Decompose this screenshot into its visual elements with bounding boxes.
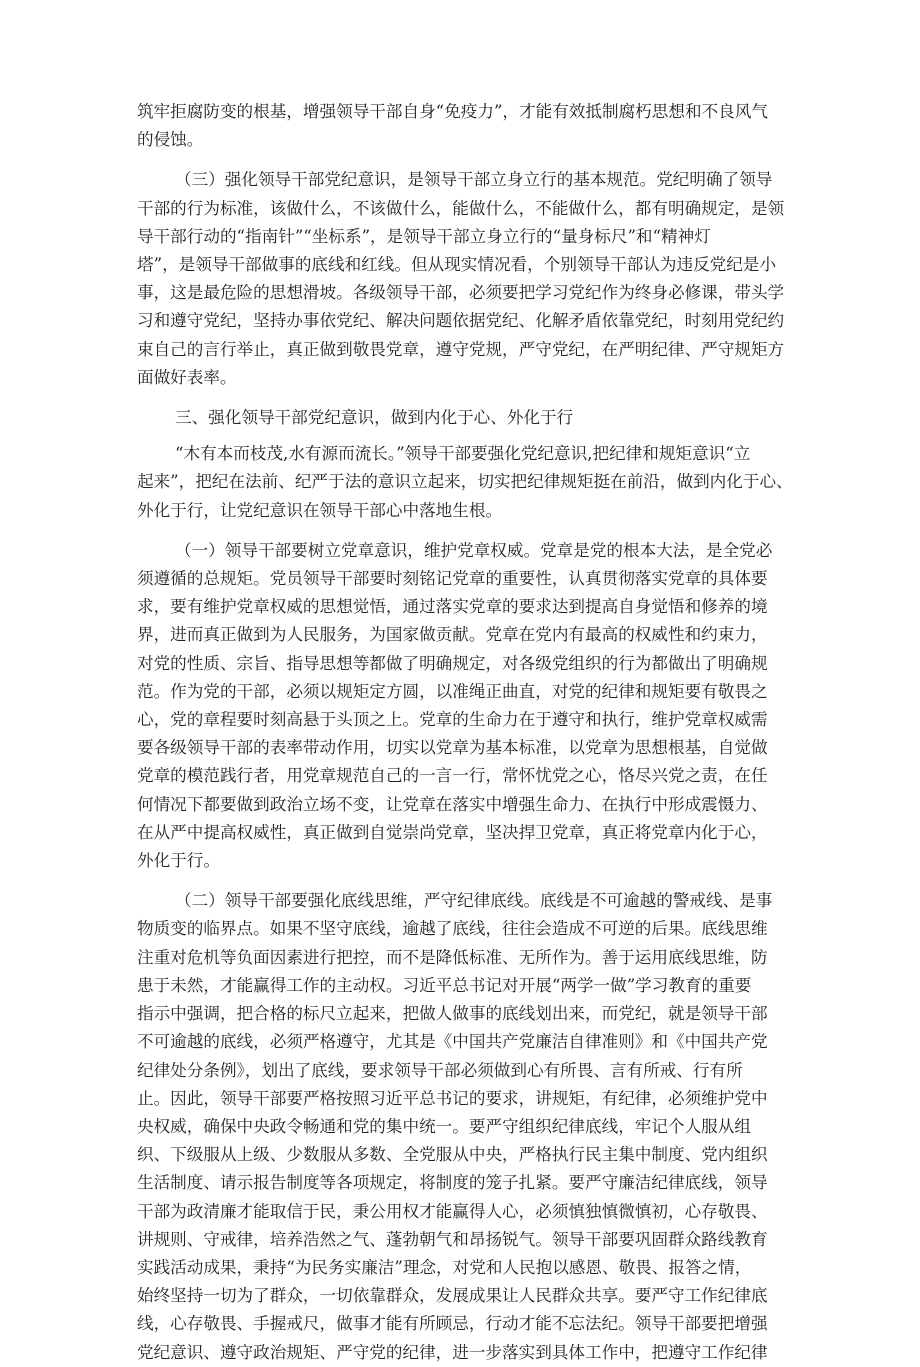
text-line: 织、下级服从上级、少数服从多数、全党服从中央，严格执行民主集中制度、党内组织	[137, 1145, 768, 1165]
text-line: 纪律处分条例》，划出了底线，要求领导干部必须做到心有所畏、言有所戒、行有所	[137, 1060, 743, 1080]
text-line: 事，这是最危险的思想滑坡。各级领导干部，必须要把学习党纪作为终身必修课，带头学	[137, 283, 785, 303]
document-page	[137, 98, 799, 1367]
text-line: 何情况下都要做到政治立场不变，让党章在落实中增强生命力、在执行中形成震慑力、	[137, 794, 768, 814]
text-line: 须遵循的总规矩。党员领导干部要时刻铭记党章的重要性，认真贯彻落实党章的具体要	[137, 569, 768, 589]
text-line: 界，进而真正做到为人民服务，为国家做贡献。党章在党内有最高的权威性和约束力，	[137, 625, 768, 645]
text-line: 面做好表率。	[137, 367, 237, 387]
text-line: 线，心存敬畏、手握戒尺，做事才能有所顾忌，行动才能不忘法纪。领导干部要把增强	[137, 1314, 768, 1334]
text-line: 党纪意识、遵守政治规矩、严守党的纪律，进一步落实到具体工作中，把遵守工作纪律	[137, 1342, 768, 1362]
text-line: 不可逾越的底线，必须严格遵守，尤其是《中国共产党廉洁自律准则》和《中国共产党	[137, 1032, 768, 1052]
text-line: 导干部行动的“指南针”“坐标系”，是领导干部立身立行的“量身标尺”和“精神灯	[137, 226, 711, 246]
text-line: （三）强化领导干部党纪意识，是领导干部立身立行的基本规范。党纪明确了领导	[175, 170, 773, 190]
text-line: （二）领导干部要强化底线思维，严守纪律底线。底线是不可逾越的警戒线、是事	[175, 891, 773, 911]
paragraph-section-item-3	[137, 166, 799, 392]
text-line: 外化于行，让党纪意识在领导干部心中落地生根。	[137, 500, 503, 520]
text-line: 筑牢拒腐防变的根基，增强领导干部自身“免疫力”，才能有效抵制腐朽思想和不良风气	[137, 102, 768, 121]
text-line: 物质变的临界点。如果不坚守底线，逾越了底线，往往会造成不可逆的后果。底线思维	[137, 919, 768, 939]
paragraph-intro	[137, 440, 799, 525]
paragraph-item-1	[137, 537, 799, 875]
text-line: 心，党的章程要时刻高悬于头顶之上。党章的生命力在于遵守和执行，维护党章权威需	[137, 710, 768, 730]
text-line: 注重对危机等负面因素进行把控，而不是降低标准、无所作为。善于运用底线思维，防	[137, 947, 768, 967]
text-line: 的侵蚀。	[137, 130, 204, 150]
text-line: 干部的行为标准，该做什么，不该做什么，能做什么，不能做什么，都有明确规定，是领	[137, 198, 785, 218]
text-line: 外化于行。	[137, 851, 220, 871]
text-line: 习和遵守党纪，坚持办事依党纪、解决问题依据党纪、化解矛盾依靠党纪，时刻用党纪约	[137, 311, 785, 331]
paragraph-continuation	[137, 98, 799, 154]
text-line: 在从严中提高权威性，真正做到自觉崇尚党章，坚决捍卫党章，真正将党章内化于心，	[137, 822, 768, 842]
text-line: 央权威，确保中央政令畅通和党的集中统一。要严守组织纪律底线，牢记个人服从组	[137, 1116, 751, 1136]
text-line: 生活制度、请示报告制度等各项规定，将制度的笼子扎紧。要严守廉洁纪律底线，领导	[137, 1173, 768, 1193]
text-line: 讲规则、守戒律，培养浩然之气、蓬勃朝气和昂扬锐气。领导干部要巩固群众路线教育	[137, 1229, 768, 1249]
text-line: 实践活动成果，秉持“为民务实廉洁”理念，对党和人民抱以感恩、敬畏、报答之情，	[137, 1257, 752, 1277]
paragraph-item-2	[137, 887, 799, 1366]
text-line: 干部为政清廉才能取信于民，秉公用权才能赢得人心，必须慎独慎微慎初，心存敬畏、	[137, 1201, 768, 1221]
text-line: 始终坚持一切为了群众，一切依靠群众，发展成果让人民群众共享。要严守工作纪律底	[137, 1286, 768, 1306]
text-line: 要各级领导干部的表率带动作用，切实以党章为基本标准，以党章为思想根基，自觉做	[137, 738, 768, 758]
text-line: 束自己的言行举止，真正做到敬畏党章，遵守党规，严守党纪，在严明纪律、严守规矩方	[137, 339, 785, 359]
text-line: 指示中强调，把合格的标尺立起来，把做人做事的底线划出来，而党纪，就是领导干部	[137, 1004, 768, 1024]
text-line: （一）领导干部要树立党章意识，维护党章权威。党章是党的根本大法，是全党必	[175, 540, 773, 560]
section-heading: 三、强化领导干部党纪意识，做到内化于心、外化于行	[175, 408, 574, 428]
text-line: 起来”，把纪在法前、纪严于法的意识立起来，切实把纪律规矩挺在前沿，做到内化于心、	[137, 472, 793, 492]
text-line: 党章的模范践行者，用党章规范自己的一言一行，常怀忧党之心，恪尽兴党之责，在任	[137, 766, 768, 786]
text-line: 塔”，是领导干部做事的底线和红线。但从现实情况看，个别领导干部认为违反党纪是小	[137, 255, 777, 275]
text-line: 患于未然，才能赢得工作的主动权。习近平总书记对开展“两学一做”学习教育的重要	[137, 975, 752, 995]
text-line: 止。因此，领导干部要严格按照习近平总书记的要求，讲规矩，有纪律，必须维护党中	[137, 1088, 768, 1108]
text-line: “木有本而枝茂,水有源而流长。”领导干部要强化党纪意识,把纪律和规矩意识“立	[175, 444, 751, 464]
text-line: 范。作为党的干部，必须以规矩定方圆，以准绳正曲直，对党的纪律和规矩要有敬畏之	[137, 681, 768, 701]
text-line: 对党的性质、宗旨、指导思想等都做了明确规定，对各级党组织的行为都做出了明确规	[137, 653, 768, 673]
text-line: 求，要有维护党章权威的思想觉悟，通过落实党章的要求达到提高自身觉悟和修养的境	[137, 597, 768, 617]
